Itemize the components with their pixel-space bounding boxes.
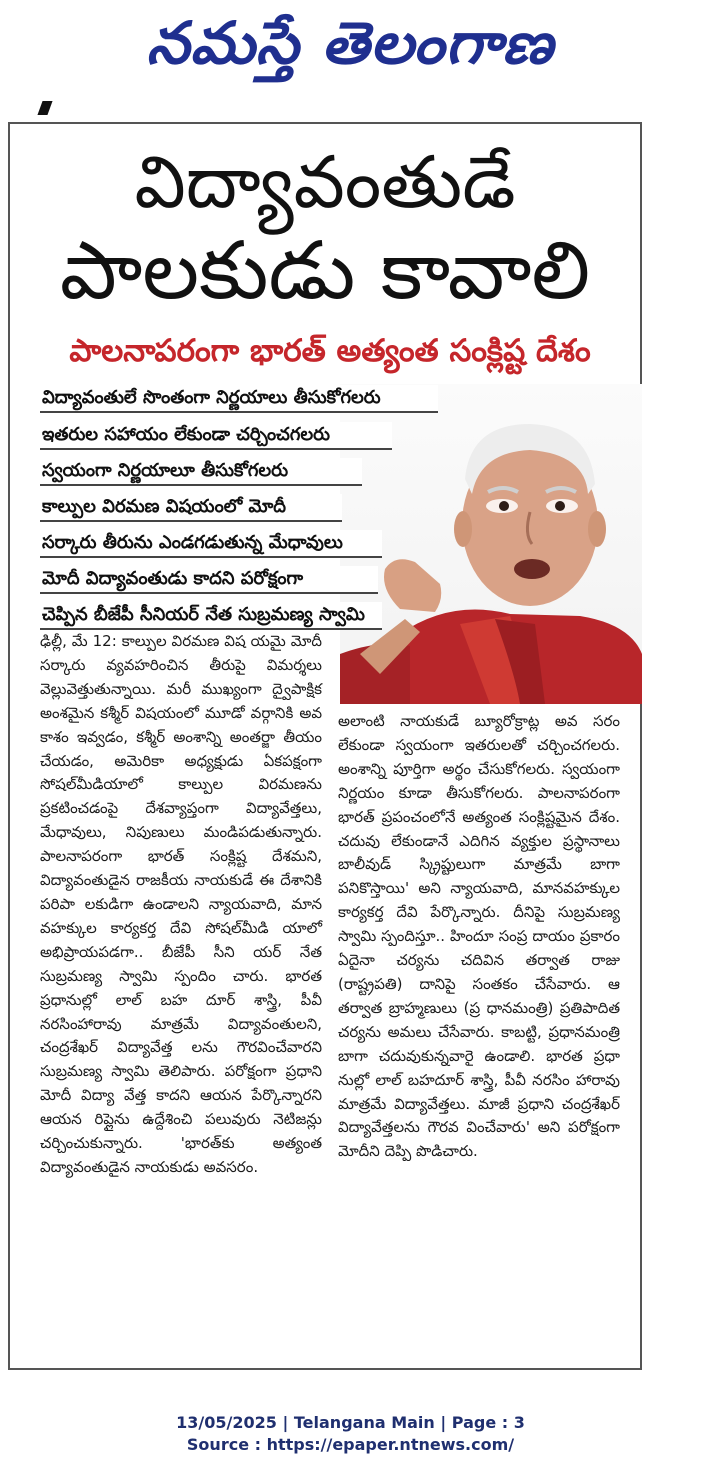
source-footer bbox=[0, 1412, 701, 1456]
newspaper-logo: నమస్తే తెలంగాణ bbox=[146, 9, 554, 77]
highlight-item: విద్యావంతులే సొంతంగా నిర్ణయాలు తీసుకోగలరు bbox=[40, 385, 438, 413]
highlight-item: చెప్పిన బీజేపీ సీనియర్ నేత సుబ్రమణ్య స్వామి bbox=[40, 602, 382, 630]
article-body-column-2 bbox=[338, 710, 620, 1164]
masthead bbox=[0, 0, 701, 95]
source-link[interactable]: Source : https://epaper.ntnews.com/ bbox=[186, 1435, 515, 1454]
highlight-item: మోదీ విద్యావంతుడు కాదని పరోక్షంగా bbox=[40, 566, 378, 594]
column-marker bbox=[37, 101, 52, 115]
body-paragraph: అలాంటి నాయకుడే బ్యూరోక్రాట్ల అవ సరం లేకుండా స్వయంగా ఇతరులతో చర్చించగలరు. అంశాన్ని పూర్తిగా అర్థం చేసుకోగలరు. స్వయంగా నిర్ణయం కూడా తీసుకోగలరు. పాలనాపరంగా భారత్ ప్రపంచంలోనే అత్యంత సంక్లిష్టమైన దేశం. చదువు లేకుండానే ఎదిగిన వ్యక్తుల ప్రస్థానాలు బాలీవుడ్ స్క్రిప్టులుగా మాత్రమే బాగా పనికొస్తాయి' అని న్యాయవాది, మానవహక్కుల కార్యకర్త దేవి పేర్కొన్నారు. దీనిపై సుబ్రమణ్య స్వామి స్పందిస్తూ.. హిందూ సంప్ర దాయం ప్రకారం ఏదైనా చర్యను చదివిన తర్వాత రాజు (రాష్ట్రపతి) దానిపై సంతకం చేసేవారు. ఆ తర్వాత బ్రాహ్మణులు (ప్ర ధానమంత్రి) ప్రతిపాదిత చర్యను అమలు చేసేవారు. కాబట్టి, ప్రధానమంత్రి బాగా చదువుకున్నవారై ఉండాలి. భారత ప్రధా నుల్లో లాల్ బహదూర్ శాస్త్రి, పీవీ నరసిం హారావు మాత్రమే విద్యావేత్తలు. మాజీ ప్రధాని చంద్రశేఖర్ విద్యావేత్తలను గౌరవ వించేవారు' అని పరోక్షంగా మోదీని దెప్పి పొడిచారు. bbox=[338, 712, 620, 1161]
highlight-item: సర్కారు తీరును ఎండగడుతున్న మేధావులు bbox=[40, 530, 382, 558]
highlight-item: కాల్పుల విరమణ విషయంలో మోదీ bbox=[40, 494, 342, 522]
article-body-column-1 bbox=[40, 630, 322, 1180]
subheadline: పాలనాపరంగా భారత్ అత్యంత సంక్లిష్ట దేశం bbox=[69, 333, 591, 369]
highlight-item: ఇతరుల సహాయం లేకుండా చర్చించగలరు bbox=[40, 422, 392, 450]
body-paragraph: ఢిల్లీ, మే 12: కాల్పుల విరమణ విష యమై మోదీ సర్కారు వ్యవహరించిన తీరుపై విమర్శలు వెల్లువెత్తుతున్నాయి. మరీ ముఖ్యంగా ద్వైపాక్షిక అంశమైన కశ్మీర్ విషయంలో మూడో వర్గానికి అవ కాశం ఇవ్వడం, కశ్మీర్ అంశాన్ని అంతర్జా తీయం చేయడం, అమెరికా అధ్యక్షుడు ఏకపక్షంగా సోషల్‌మీడియాలో కాల్పుల విరమణను ప్రకటించడంపై దేశవ్యాప్తంగా విద్యావేత్తలు, మేధావులు, నిపుణులు మండిపడుతున్నారు. పాలనాపరంగా భారత్ సంక్లిష్ట దేశమని, విద్యావంతుడైన రాజకీయ నాయకుడే ఈ దేశానికి పరిపా లకుడిగా ఉండాలని న్యాయవాది, మాన వహక్కుల కార్యకర్త దేవి సోషల్‌మీడి యాలో అభిప్రాయపడగా.. బీజేపీ సీని యర్ నేత సుబ్రమణ్య స్వామి స్పందిం చారు. భారత ప్రధానుల్లో లాల్ బహ దూర్ శాస్త్రి, పీవీ నరసింహారావు మాత్రమే విద్యావంతులని, చంద్రశేఖర్ విద్యావేత్త లను గౌరవించేవారని సుబ్రమణ్య స్వామి తెలిపారు. పరోక్షంగా ప్రధాని మోదీ విద్యా వేత్త కాదని ఆయన పేర్కొన్నారని ఆయన రిప్లైను ఉద్దేశించి పలువురు నెటిజన్లు చర్చించుకున్నారు. 'భారత్‌కు అత్యంత విద్యావంతుడైన నాయకుడు అవసరం. bbox=[40, 632, 322, 1176]
headline-line-1: విద్యావంతుడే bbox=[134, 140, 516, 224]
highlight-item: స్వయంగా నిర్ణయాలూ తీసుకోగలరు bbox=[40, 458, 362, 486]
headline-line-2: పాలకుడు కావాలి bbox=[59, 224, 591, 317]
edition-info: 13/05/2025 | Telangana Main | Page : 3 bbox=[176, 1413, 525, 1432]
